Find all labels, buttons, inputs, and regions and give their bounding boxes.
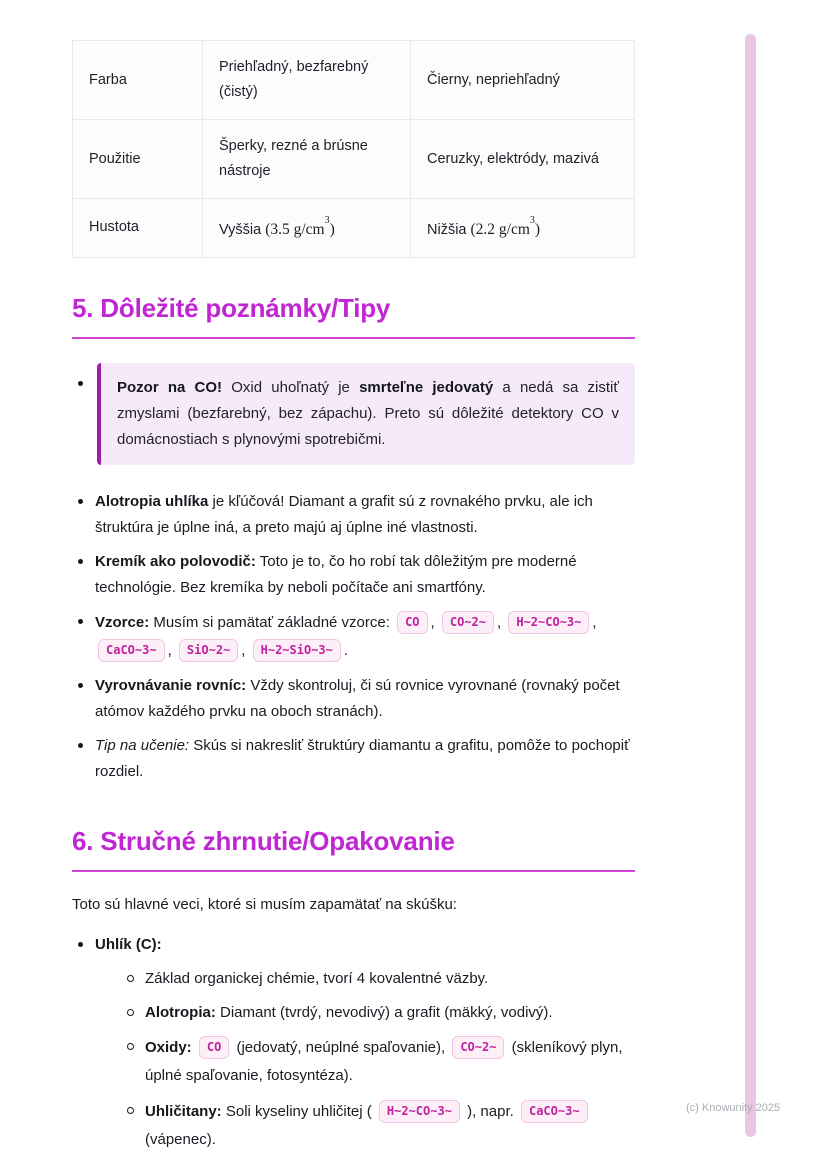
density-value: Vyššia: [219, 221, 266, 238]
formula-chip: CO~2~: [452, 1036, 504, 1059]
table-cell: [411, 199, 635, 258]
formula-chip: CaCO~3~: [521, 1100, 588, 1123]
separator: ,: [430, 613, 439, 631]
sublist-item-carbonates: [122, 1098, 635, 1154]
list-item: [72, 673, 635, 725]
formula-chip: H~2~CO~3~: [508, 611, 589, 634]
bullet-text: Toto je to, čo ho robí tak dôležitým pre moderné technológie. Bez kremíka by neboli počítače ani smartfóny.: [95, 552, 577, 596]
table-cell: Čierny, nepriehľadný: [411, 41, 635, 120]
bullet-marker: [78, 381, 83, 386]
density-math: (3.5 g/cm: [265, 220, 325, 238]
table-cell: Ceruzky, elektródy, mazivá: [411, 120, 635, 199]
bullet-text: (skleníkový plyn, úplné spaľovanie, fotosyntéza).: [145, 1038, 623, 1084]
density-math-close: ): [534, 220, 541, 238]
bullet-lead: Oxidy:: [145, 1038, 192, 1056]
summary-list: [72, 932, 635, 1154]
table-row: [73, 120, 635, 199]
bullet-text: Musím si pamätať základné vzorce:: [149, 613, 395, 631]
callout-text: a nedá sa zistiť zmyslami (bezfarebný, bez zápachu). Preto sú dôležité detektory CO v domácnostiach s plynovými spotrebičmi.: [117, 378, 619, 448]
warning-callout: [97, 363, 635, 465]
density-math-close: ): [329, 220, 335, 238]
table-cell: Použitie: [73, 120, 203, 199]
bullet-lead: Vzorce:: [95, 613, 150, 631]
separator: ,: [497, 613, 506, 631]
notes-list: [72, 489, 635, 785]
list-item-formulas: [72, 609, 635, 665]
callout-bullet-row: [72, 363, 635, 465]
table-cell: Šperky, rezné a brúsne nástroje: [203, 120, 411, 199]
density-value: Nižšia: [427, 221, 471, 238]
superscript: 3: [529, 215, 535, 226]
table-cell: [203, 199, 411, 258]
bullet-lead: Alotropia uhlíka: [95, 492, 209, 510]
separator: ,: [592, 613, 597, 631]
callout-bold-emphasis: smrteľne jedovatý: [359, 378, 494, 396]
bullet-lead: Uhličitany:: [145, 1102, 222, 1120]
list-item: [72, 733, 635, 785]
page-edge-bar: [745, 34, 756, 1137]
comparison-table: [72, 40, 635, 258]
list-item: [72, 932, 635, 1154]
table-cell: Priehľadný, bezfarebný (čistý): [203, 41, 411, 120]
bullet-text: Základ organickej chémie, tvorí 4 kovalentné väzby.: [145, 969, 489, 987]
sublist-item-oxides: [122, 1034, 635, 1090]
bullet-lead: Uhlík (C):: [95, 935, 162, 953]
section5-rule: [72, 337, 635, 339]
bullet-lead: Kremík ako polovodič:: [95, 552, 256, 570]
table-row: [73, 199, 635, 258]
spacer: [192, 1039, 196, 1056]
bullet-text: (vápenec).: [145, 1130, 216, 1148]
bullet-text: ), napr.: [462, 1102, 518, 1120]
formula-chip: CO~2~: [442, 611, 494, 634]
bullet-lead: Alotropia:: [145, 1003, 216, 1021]
bullet-lead-italic: Tip na učenie:: [95, 736, 190, 754]
bullet-text: Soli kyseliny uhličitej (: [221, 1102, 376, 1120]
list-item: [72, 489, 635, 541]
section6-rule: [72, 870, 635, 872]
formula-chip: SiO~2~: [179, 639, 238, 662]
bullet-text: (jedovatý, neúplné spaľovanie),: [232, 1038, 450, 1056]
separator: ,: [167, 641, 176, 659]
bullet-text: Skús si nakresliť štruktúry diamantu a grafitu, pomôže to pochopiť rozdiel.: [95, 736, 630, 780]
density-math: (2.2 g/cm: [470, 220, 530, 238]
document-content: [72, 40, 635, 1162]
sentence-end: .: [343, 641, 349, 659]
formula-chip: H~2~SiO~3~: [253, 639, 341, 662]
formula-chip: CO: [199, 1036, 229, 1059]
knowunity-watermark: (c) Knowunity 2025: [686, 1102, 781, 1114]
bullet-lead: Vyrovnávanie rovníc:: [95, 676, 247, 694]
section5-heading: 5. Dôležité poznámky/Tipy: [72, 292, 391, 323]
table-cell: Hustota: [73, 199, 203, 258]
formula-chip: CO: [397, 611, 427, 634]
separator: ,: [241, 641, 250, 659]
section6-intro: Toto sú hlavné veci, ktoré si musím zapamätať na skúšku:: [72, 895, 457, 913]
sublist-item: [122, 1000, 635, 1026]
sublist-item: [122, 966, 635, 992]
list-item: [72, 549, 635, 601]
table-cell: Farba: [73, 41, 203, 120]
table-row: [73, 41, 635, 120]
callout-text: Oxid uhoľnatý je: [222, 378, 360, 396]
formula-chip: H~2~CO~3~: [379, 1100, 460, 1123]
bullet-text: Vždy skontroluj, či sú rovnice vyrovnané (rovnaký počet atómov každého prvku na oboch stranách).: [95, 676, 620, 720]
section6-heading: 6. Stručné zhrnutie/Opakovanie: [72, 825, 455, 856]
summary-sublist: [122, 966, 635, 1154]
bullet-text: Diamant (tvrdý, nevodivý) a grafit (mäkký, vodivý).: [215, 1003, 553, 1021]
superscript: 3: [324, 215, 330, 226]
callout-bold-lead: Pozor na CO!: [117, 378, 223, 396]
formula-chip: CaCO~3~: [98, 639, 165, 662]
bullet-text: je kľúčová! Diamant a grafit sú z rovnakého prvku, ale ich štruktúra je úplne iná, a preto majú aj úplne iné vlastnosti.: [95, 492, 593, 536]
